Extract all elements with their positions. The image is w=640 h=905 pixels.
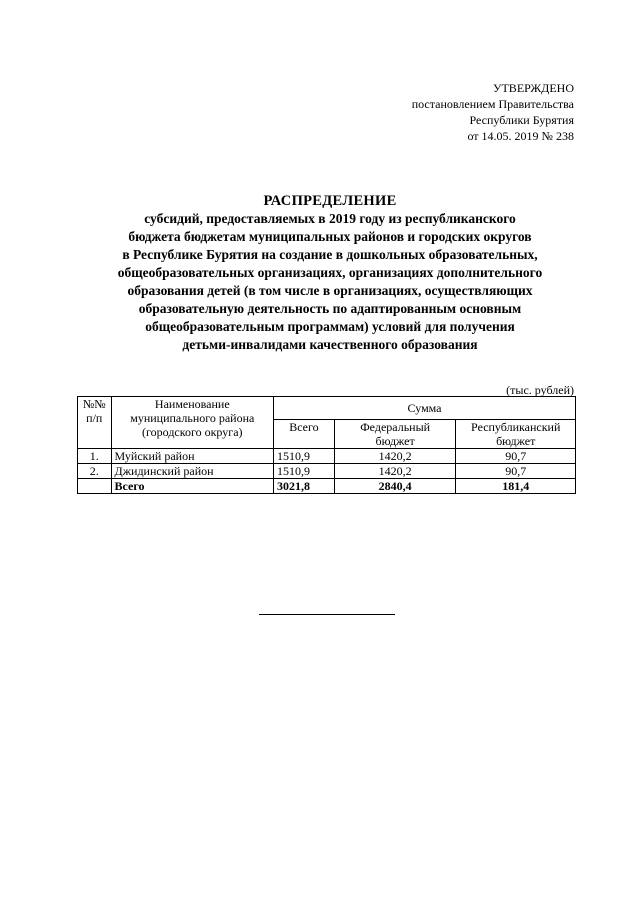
approval-line: УТВЕРЖДЕНО [492,81,574,95]
header-num [78,397,112,449]
row-total: 1510,9 [274,449,335,464]
heading-line: общеобразовательных организациях, организациях дополнительного [117,265,543,280]
total-num [78,479,112,494]
row-name: Муйский район [111,449,273,464]
header-republic-line: бюджет [496,434,536,448]
header-republic [456,420,576,449]
row-federal: 1420,2 [334,449,456,464]
approval-line: постановлением Правительства [411,97,574,111]
heading-line: субсидий, предоставляемых в 2019 году из республиканского [144,211,516,226]
units-label: (тыс. рублей) [506,383,574,397]
approval-line: Республики Бурятия [469,113,574,127]
header-federal-line: бюджет [375,434,415,448]
row-federal: 1420,2 [334,464,456,479]
approval-line: от 14.05. 2019 № 238 [467,129,574,143]
approval-stamp [412,80,574,144]
header-sum: Сумма [274,397,576,420]
header-federal [334,420,456,449]
header-name-line: Наименование [154,397,230,411]
heading-line: в Республике Бурятия на создание в дошкольных образовательных, [122,247,538,262]
header-num-line: №№ [82,397,106,411]
table-total-row [78,479,576,494]
row-republic: 90,7 [456,464,576,479]
header-total [274,420,335,449]
total-republic: 181,4 [456,479,576,494]
heading-line: детьми-инвалидами качественного образования [182,337,478,352]
header-name-line: муниципального района [130,411,255,425]
document-title: РАСПРЕДЕЛЕНИЕ [263,193,397,209]
header-num-line: п/п [86,411,103,425]
heading-line: общеобразовательным программам) условий для получения [145,319,515,334]
row-num: 1. [78,449,112,464]
header-total-line: Всего [289,420,319,434]
heading-line: бюджета бюджетам муниципальных районов и городских округов [128,229,532,244]
document-heading [60,192,600,354]
total-total: 3021,8 [274,479,335,494]
end-divider-line [259,614,395,615]
row-name: Джидинский район [111,464,273,479]
row-total: 1510,9 [274,464,335,479]
header-federal-line: Федеральный [360,420,431,434]
heading-line: образования детей (в том числе в организациях, осуществляющих [127,283,533,298]
table-row [78,464,576,479]
table-header-row [78,397,576,420]
row-num: 2. [78,464,112,479]
header-republic-line: Республиканский [471,420,561,434]
total-federal: 2840,4 [334,479,456,494]
table-row [78,449,576,464]
header-name [111,397,273,449]
row-republic: 90,7 [456,449,576,464]
total-name: Всего [111,479,273,494]
heading-line: образовательную деятельность по адаптированным основным [138,301,522,316]
header-name-line: (городского округа) [142,425,243,439]
subsidy-table [77,396,576,494]
